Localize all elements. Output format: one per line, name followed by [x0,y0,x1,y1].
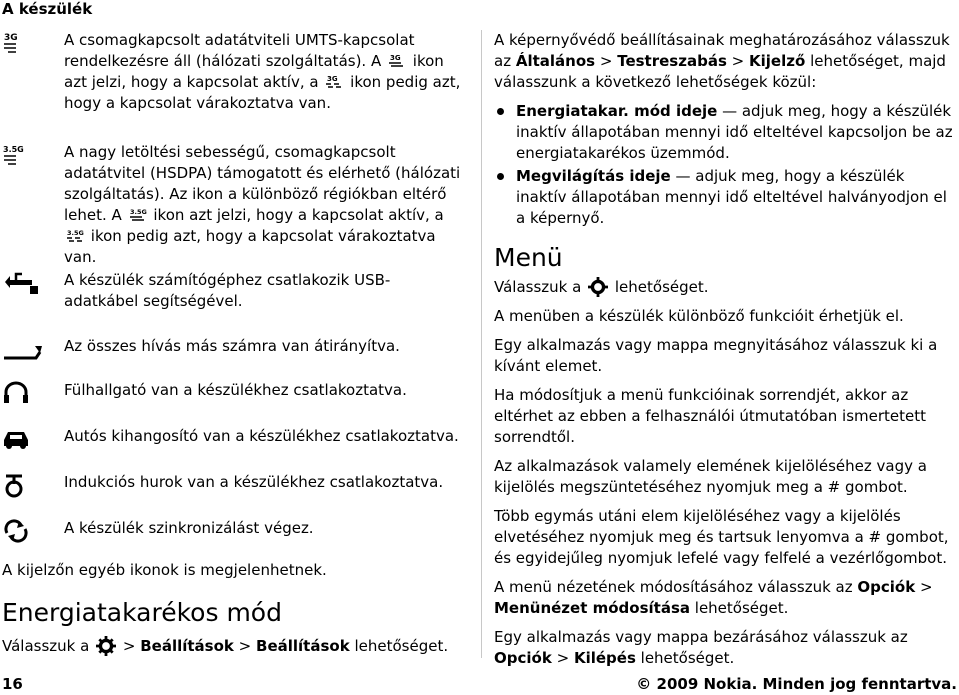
list-item-text: A nagy letöltési sebességű, csomagkapcsolt adatátvitel (HSDPA) támogatott és elérhető (hálózati szolgáltatás). Az ikon a különböző régiókban eltérő lehet. A 3.5G ikon azt jelzi, hogy a kapcsolat aktív, a 3.5G ikon pedig azt, hogy a kapcsolat várakoztatva van. [64,143,461,266]
settings-gear-icon [96,636,116,656]
car-kit-icon [2,426,42,452]
right-column [494,30,956,677]
svg-text:3G: 3G [390,54,401,62]
menu-paragraph: Több egymás utáni elem kijelöléséhez vagy a kijelölés elvetéséhez nyomjuk meg és tartsuk lenyomva a # gombot, és egyidejűleg nyomjuk lefelé vagy felfelé a vezérlőgombot. [494,507,949,567]
list-item-text: A csomagkapcsolt adatátviteli UMTS-kapcsolat rendelkezésre áll (hálózati szolgáltatás). A 3G ikon azt jelzi, hogy a kapcsolat aktív, a 3G ikon pedig azt, hogy a kapcsolat várakoztatva van. [64,31,461,112]
usb-icon [2,270,42,296]
menu-key-icon [588,277,608,297]
hsdpa-active-icon [129,207,147,223]
sync-icon [2,518,42,544]
screensaver-intro: A képernyővédő beállításainak meghatározásához válasszuk az Általános > Testreszabás > Kijelző lehetőséget, majd válasszunk a következő lehetőségek közül: [494,31,950,91]
svg-text:3G: 3G [327,75,338,83]
copyright: © 2009 Nokia. Minden jog fenntartva. [636,675,957,693]
power-save-heading: Energiatakarékos mód [2,598,282,627]
menu-view-text: A menü nézetének módosításához válasszuk az Opciók > Menünézet módosítása lehetőséget. [494,578,933,617]
menu-close-text: Egy alkalmazás vagy mappa bezárásához válasszuk az Opciók > Kilépés lehetőséget. [494,628,908,667]
svg-text:3.5G: 3.5G [67,229,84,237]
section-title: A készülék [2,0,93,18]
hsdpa-icon [2,142,42,168]
list-item-text: A készülék számítógéphez csatlakozik USB-adatkábel segítségével. [64,271,391,310]
list-item-text: A készülék szinkronizálást végez. [64,519,314,537]
menu-paragraph: Egy alkalmazás vagy mappa megnyitásához válasszuk ki a kívánt elemet. [494,336,938,375]
menu-paragraph: A menüben a készülék különböző funkcióit érhetjük el. [494,307,904,325]
svg-text:3.5G: 3.5G [3,145,24,154]
list-item-text: Autós kihangosító van a készülékhez csatlakoztatva. [64,427,459,445]
svg-text:3G: 3G [4,33,18,43]
loopset-icon [2,472,42,498]
column-divider [481,30,482,658]
bullet-item: Energiatakar. mód ideje — adjuk meg, hogy a készülék inaktív állapotában mennyi idő elteltével kapcsoljon be az energiatakarékos üzemmód. [494,101,956,164]
menu-select-text: Válasszuk a lehetőséget. [494,278,709,296]
list-item-text: Fülhallgató van a készülékhez csatlakoztatva. [64,381,407,399]
3g-hold-icon [325,74,343,90]
menu-paragraph: Ha módosítjuk a menü funkcióinak sorrendjét, akkor az eltérhet az ebben a felhasználói útmutatóban ismertetett sorrendtől. [494,386,927,446]
page-number: 16 [2,675,23,693]
3g-active-icon [388,53,406,69]
3g-packet-icon [2,30,42,56]
headset-icon [2,380,42,406]
svg-text:3.5G: 3.5G [129,208,147,216]
other-icons-note: A kijelzőn egyéb ikonok is megjelenhetnek. [2,561,327,579]
list-item-text: Az összes hívás más számra van átirányítva. [64,337,400,355]
hsdpa-hold-icon [66,228,84,244]
bullet-item: Megvilágítás ideje — adjuk meg, hogy a készülék inaktív állapotában mennyi idő elteltével halványodjon el a képernyő. [494,166,956,229]
power-save-text: Válasszuk a > Beállítások > Beállítások lehetőséget. [2,637,449,655]
call-divert-icon [2,336,42,362]
menu-paragraph: Az alkalmazások valamely elemének kijelöléséhez vagy a kijelölés megszüntetéséhez nyomjuk meg a # gombot. [494,457,927,496]
menu-heading: Menü [494,243,563,272]
list-item-text: Indukciós hurok van a készülékhez csatlakoztatva. [64,473,444,491]
